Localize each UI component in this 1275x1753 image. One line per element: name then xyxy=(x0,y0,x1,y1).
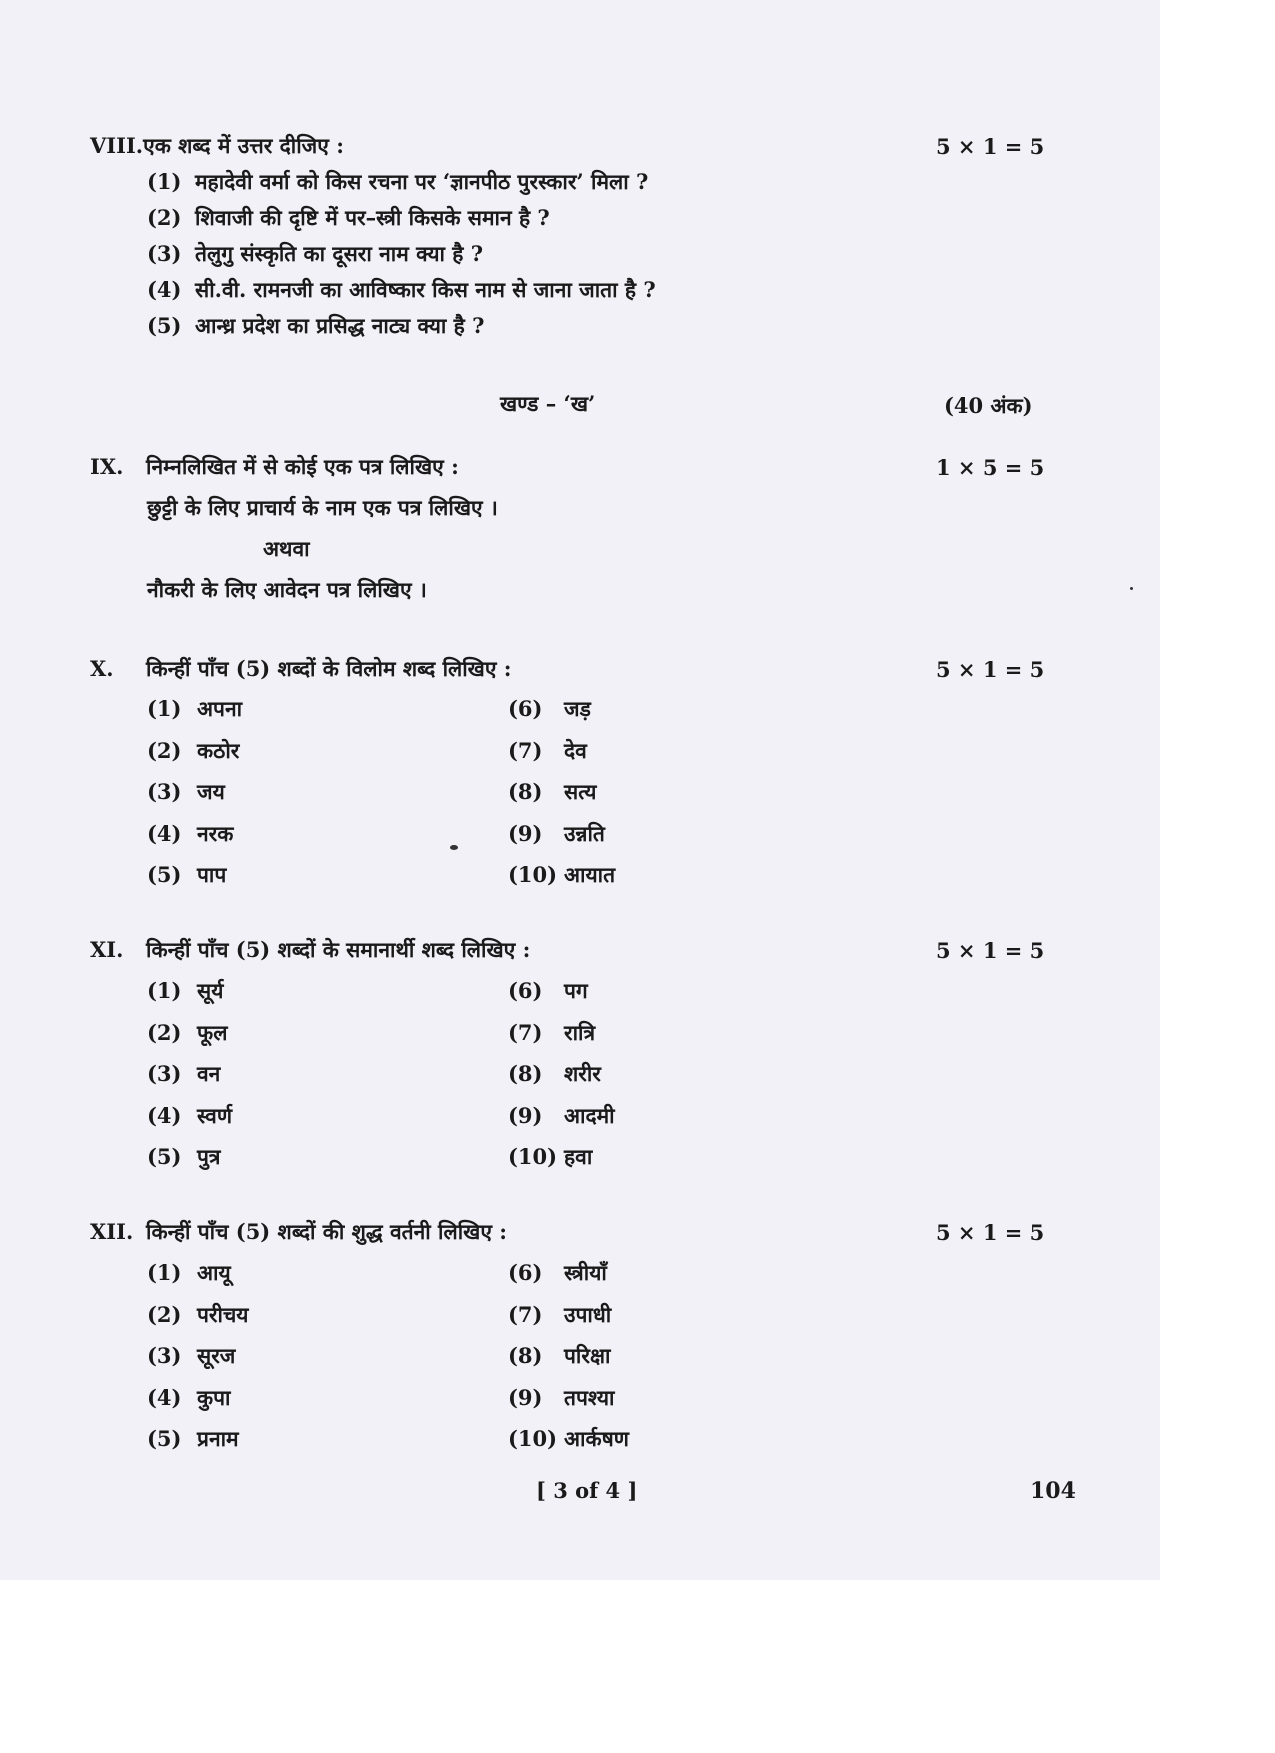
q8-marks: 5 × 1 = 5 xyxy=(936,134,1045,159)
q10-right-item-text: आयात xyxy=(564,862,616,887)
q11-left-item-number: (3) xyxy=(147,1061,182,1086)
q12-left-item-number: (1) xyxy=(147,1260,182,1285)
q12-right-item xyxy=(508,1342,610,1370)
q11-right-item-number: (8) xyxy=(508,1061,543,1086)
q12-heading xyxy=(90,1218,507,1246)
q8-item-text: शिवाजी की दृष्टि में पर–स्त्री किसके समान है ? xyxy=(195,205,550,230)
paper-code: 104 xyxy=(1030,1478,1076,1504)
q10-right-item xyxy=(508,695,591,723)
q10-left-item-text: जय xyxy=(197,779,225,804)
q12-right-item xyxy=(508,1301,611,1329)
q9-option-1: छुट्टी के लिए प्राचार्य के नाम एक पत्र लिखिए । xyxy=(147,495,498,520)
q8-item-number: (5) xyxy=(147,313,182,338)
q12-label: XII. xyxy=(90,1219,134,1244)
q10-right-item xyxy=(508,737,587,765)
section-b-marks: (40 अंक) xyxy=(944,393,1033,418)
q9-title: निम्नलिखित में से कोई एक पत्र लिखिए : xyxy=(146,454,459,479)
q11-left-item xyxy=(147,1102,232,1130)
q11-right-item-number: (6) xyxy=(508,978,543,1003)
q10-left-item xyxy=(147,778,225,806)
q11-left-item xyxy=(147,1019,227,1047)
q10-left-item-text: कठोर xyxy=(197,737,240,763)
q10-right-item-number: (8) xyxy=(508,779,543,804)
q11-left-item-number: (5) xyxy=(147,1144,182,1169)
q9-or: अथवा xyxy=(263,536,310,561)
q11-right-item-number: (7) xyxy=(508,1019,543,1045)
q12-left-item-text: प्रनाम xyxy=(197,1426,239,1451)
q12-right-item xyxy=(508,1384,614,1412)
q11-right-item-text: हवा xyxy=(564,1144,593,1169)
q12-left-item-number: (5) xyxy=(147,1426,182,1451)
q10-right-item-text: जड़ xyxy=(564,696,591,721)
q10-right-item-text: उन्नति xyxy=(564,820,605,846)
q10-right-item-text: सत्य xyxy=(564,779,597,804)
q10-left-item xyxy=(147,695,242,723)
q10-right-item-number: (7) xyxy=(508,737,543,763)
q11-right-item-number: (9) xyxy=(508,1102,543,1128)
q11-left-item-text: वन xyxy=(197,1061,221,1086)
q10-left-item-number: (4) xyxy=(147,820,182,846)
scan-speck xyxy=(1130,587,1133,590)
q8-item-number: (3) xyxy=(147,241,182,266)
q12-left-item-text: सूरज xyxy=(197,1343,236,1368)
q8-item-number: (2) xyxy=(147,205,182,230)
q11-left-item-text: स्वर्ण xyxy=(197,1102,233,1128)
q8-item xyxy=(147,276,656,304)
q12-left-item-text: परीचय xyxy=(197,1301,249,1327)
q11-right-item-number: (10) xyxy=(508,1144,558,1169)
q10-right-item-number: (6) xyxy=(508,696,543,721)
q8-item-text: महादेवी वर्मा को किस रचना पर ‘ज्ञानपीठ पुरस्कार’ मिला ? xyxy=(195,169,649,194)
q12-left-item-number: (2) xyxy=(147,1301,182,1327)
q12-left-item-text: आयू xyxy=(197,1260,231,1285)
q11-right-item xyxy=(508,977,588,1005)
q12-right-item-number: (6) xyxy=(508,1260,543,1285)
q9-heading xyxy=(90,453,459,481)
q11-left-item-number: (2) xyxy=(147,1019,182,1045)
q12-left-item xyxy=(147,1259,231,1287)
q9-label: IX. xyxy=(90,454,124,479)
q12-marks: 5 × 1 = 5 xyxy=(936,1220,1045,1245)
q12-right-item-text: उपाधी xyxy=(564,1301,612,1327)
q8-item-text: सी.वी. रामनजी का आविष्कार किस नाम से जाना जाता है ? xyxy=(195,277,656,302)
q10-heading xyxy=(90,655,512,683)
q10-right-item-text: देव xyxy=(564,737,587,763)
q10-left-item-number: (1) xyxy=(147,696,182,721)
section-b-title: खण्ड – ‘ख’ xyxy=(500,391,596,416)
q11-heading xyxy=(90,936,530,964)
scan-speck xyxy=(450,845,458,850)
q9-option-2: नौकरी के लिए आवेदन पत्र लिखिए । xyxy=(147,577,427,602)
q12-left-item xyxy=(147,1384,231,1412)
q12-title: किन्हीं पाँच (5) शब्दों की शुद्ध वर्तनी लिखिए : xyxy=(146,1219,507,1244)
q10-left-item-number: (3) xyxy=(147,779,182,804)
q10-left-item-text: पाप xyxy=(197,862,227,887)
q12-right-item xyxy=(508,1425,629,1453)
q11-right-item-text: आदमी xyxy=(564,1102,615,1128)
q11-right-item-text: रात्रि xyxy=(564,1019,596,1045)
q11-left-item-text: फूल xyxy=(197,1019,228,1045)
q12-right-item-text: आर्कषण xyxy=(564,1426,629,1451)
q12-right-item-number: (7) xyxy=(508,1301,543,1327)
q10-left-item xyxy=(147,861,226,889)
q8-item-text: आन्ध्र प्रदेश का प्रसिद्ध नाट्य क्या है ? xyxy=(195,313,485,338)
q12-left-item-number: (4) xyxy=(147,1384,182,1410)
q12-right-item-number: (10) xyxy=(508,1426,558,1451)
q8-item xyxy=(147,168,648,196)
q12-right-item-number: (8) xyxy=(508,1343,543,1368)
q12-right-item xyxy=(508,1259,607,1287)
q12-left-item-text: कुपा xyxy=(197,1384,231,1410)
q10-left-item-text: नरक xyxy=(197,820,234,846)
q11-left-item-number: (4) xyxy=(147,1102,182,1128)
q10-left-item-number: (2) xyxy=(147,737,182,763)
q10-left-item-text: अपना xyxy=(197,696,243,721)
q8-item xyxy=(147,204,550,232)
q10-right-item-number: (9) xyxy=(508,820,543,846)
q8-title: एक शब्द में उत्तर दीजिए : xyxy=(143,133,344,158)
q11-left-item-text: पुत्र xyxy=(197,1144,221,1169)
q10-right-item xyxy=(508,778,596,806)
q10-left-item xyxy=(147,737,239,765)
q11-right-item-text: शरीर xyxy=(564,1061,601,1086)
q12-right-item-text: स्त्रीयाँ xyxy=(564,1260,607,1285)
q8-item-text: तेलुगु संस्कृति का दूसरा नाम क्या है ? xyxy=(195,241,484,266)
q12-right-item-text: तपश्या xyxy=(564,1384,615,1410)
q10-right-item xyxy=(508,820,605,848)
q10-right-item-number: (10) xyxy=(508,862,558,887)
q10-right-item xyxy=(508,861,615,889)
q11-left-item xyxy=(147,1143,221,1171)
q12-left-item-number: (3) xyxy=(147,1343,182,1368)
q10-left-item-number: (5) xyxy=(147,862,182,887)
q11-left-item xyxy=(147,977,223,1005)
q10-marks: 5 × 1 = 5 xyxy=(936,657,1045,682)
q8-item-number: (1) xyxy=(147,169,182,194)
q12-right-item-text: परिक्षा xyxy=(564,1343,611,1368)
q8-label: VIII. xyxy=(90,133,144,158)
q10-title: किन्हीं पाँच (5) शब्दों के विलोम शब्द लिखिए : xyxy=(146,656,512,681)
q9-marks: 1 × 5 = 5 xyxy=(936,455,1045,480)
q12-left-item xyxy=(147,1425,239,1453)
q11-left-item xyxy=(147,1060,220,1088)
q11-right-item xyxy=(508,1019,595,1047)
q11-label: XI. xyxy=(90,937,124,962)
q11-right-item xyxy=(508,1102,615,1130)
q8-item-number: (4) xyxy=(147,277,182,302)
q10-label: X. xyxy=(90,656,114,681)
q8-heading xyxy=(90,132,344,160)
q11-right-item xyxy=(508,1060,601,1088)
q11-left-item-text: सूर्य xyxy=(197,978,224,1003)
q11-title: किन्हीं पाँच (5) शब्दों के समानार्थी शब्द लिखिए : xyxy=(146,937,531,962)
q11-right-item-text: पग xyxy=(564,978,588,1003)
q11-left-item-number: (1) xyxy=(147,978,182,1003)
q12-left-item xyxy=(147,1342,235,1370)
q12-right-item-number: (9) xyxy=(508,1384,543,1410)
q11-marks: 5 × 1 = 5 xyxy=(936,938,1045,963)
q12-left-item xyxy=(147,1301,248,1329)
q8-item xyxy=(147,240,483,268)
q10-left-item xyxy=(147,820,233,848)
page-number: [ 3 of 4 ] xyxy=(536,1478,638,1503)
q11-right-item xyxy=(508,1143,592,1171)
q8-item xyxy=(147,312,484,340)
